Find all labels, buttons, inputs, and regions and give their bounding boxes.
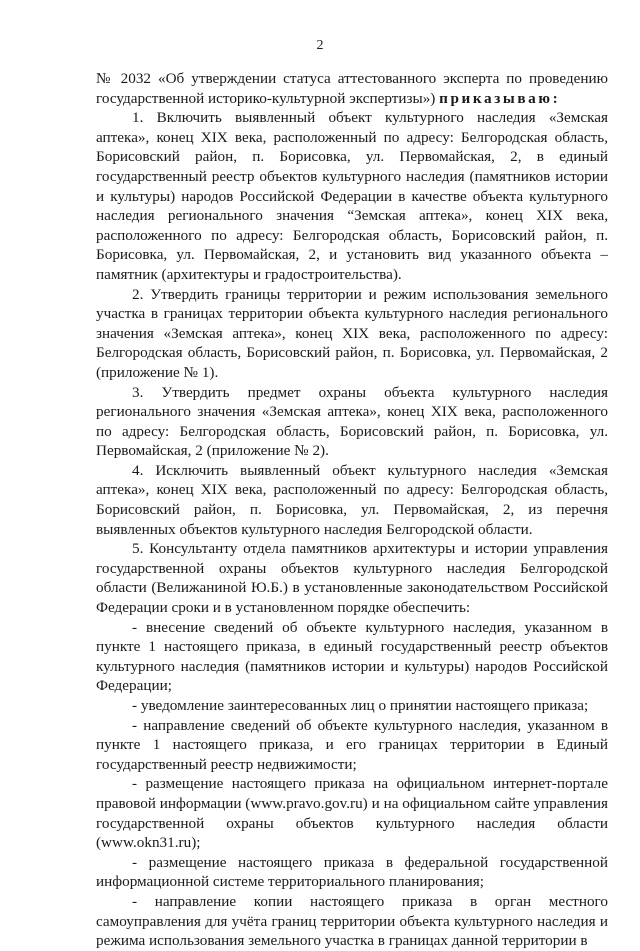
paragraph-item-4: 4. Исключить выявленный объект культурного наследия «Земская аптека», конец XIX века, расположенный по адресу: Белгородская область, Борисовский район, п. Борисовка, ул. Первомайская, 2, из перечня выявленных объектов культурного наследия Белгородской области. <box>96 461 608 538</box>
document-body <box>96 69 608 951</box>
paragraph-item-5: 5. Консультанту отдела памятников архитектуры и истории управления государственной охраны объектов культурного наследия Белгородской области (Велижаниной Ю.Б.) в установленные законодательством Российской Федерации сроки и в установленном порядке обеспечить: <box>96 540 608 617</box>
list-item-registry-entry: - внесение сведений об объекте культурного наследия, указанном в пункте 1 настоящего приказа, в единый государственный реестр объектов культурного наследия (памятников истории и культуры) народов Российской Федерации; <box>96 618 608 695</box>
intro-text: № 2032 «Об утверждении статуса аттестованного эксперта по проведению государственной историко-культурной экспертизы») <box>96 70 608 107</box>
list-item-publication: - размещение настоящего приказа на официальном интернет-портале правовой информации (www.pravo.gov.ru) и на официальном сайте управления государственной охраны объектов культурного наследия области (www.okn31.ru); <box>96 775 608 852</box>
order-colon: : <box>552 89 558 107</box>
page-number: 2 <box>316 38 324 53</box>
list-item-notification: - уведомление заинтересованных лиц о принятии настоящего приказа; <box>132 697 589 714</box>
paragraph-item-2: 2. Утвердить границы территории и режим использования земельного участка в границах территории объекта культурного наследия регионального значения «Земская аптека», конец XIX века, расположенного по адресу: Белгородская область, Борисовский район, п. Борисовка, ул. Первомайская, 2 (приложение № 1). <box>96 285 608 381</box>
list-item-local-government: - направление копии настоящего приказа в орган местного самоуправления для учёта границ территории объекта культурного наследия и режима использования земельного участка в границах данной территории в <box>96 892 608 950</box>
list-item-real-estate-registry: - направление сведений об объекте культурного наследия, указанном в пункте 1 настоящего приказа, и его границах территории в Единый государственный реестр недвижимости; <box>96 716 608 773</box>
order-word: приказываю <box>439 89 553 107</box>
paragraph-item-3: 3. Утвердить предмет охраны объекта культурного наследия регионального значения «Земская аптека», конец XIX века, расположенного по адресу: Белгородская область, Борисовский район, п. Борисовка, ул. Первомайская, 2 (приложение № 2). <box>96 383 608 460</box>
list-item-planning-system: - размещение настоящего приказа в федеральной государственной информационной системе территориального планирования; <box>96 853 608 891</box>
paragraph-item-1: 1. Включить выявленный объект культурного наследия «Земская аптека», конец XIX века, расположенный по адресу: Белгородская область, Борисовский район, п. Борисовка, ул. Первомайская, 2, в единый государственный реестр объектов культурного наследия (памятников истории и культуры) народов Российской Федерации в качестве объекта культурного наследия регионального значения “Земская аптека», конец XIX века, расположенного по адресу: Белгородская область, Борисовский район, п. Борисовка, ул. Первомайская, 2, и установить вид указанного объекта – памятник (архитектуры и градостроительства). <box>96 109 608 283</box>
intro-paragraph <box>96 69 608 108</box>
